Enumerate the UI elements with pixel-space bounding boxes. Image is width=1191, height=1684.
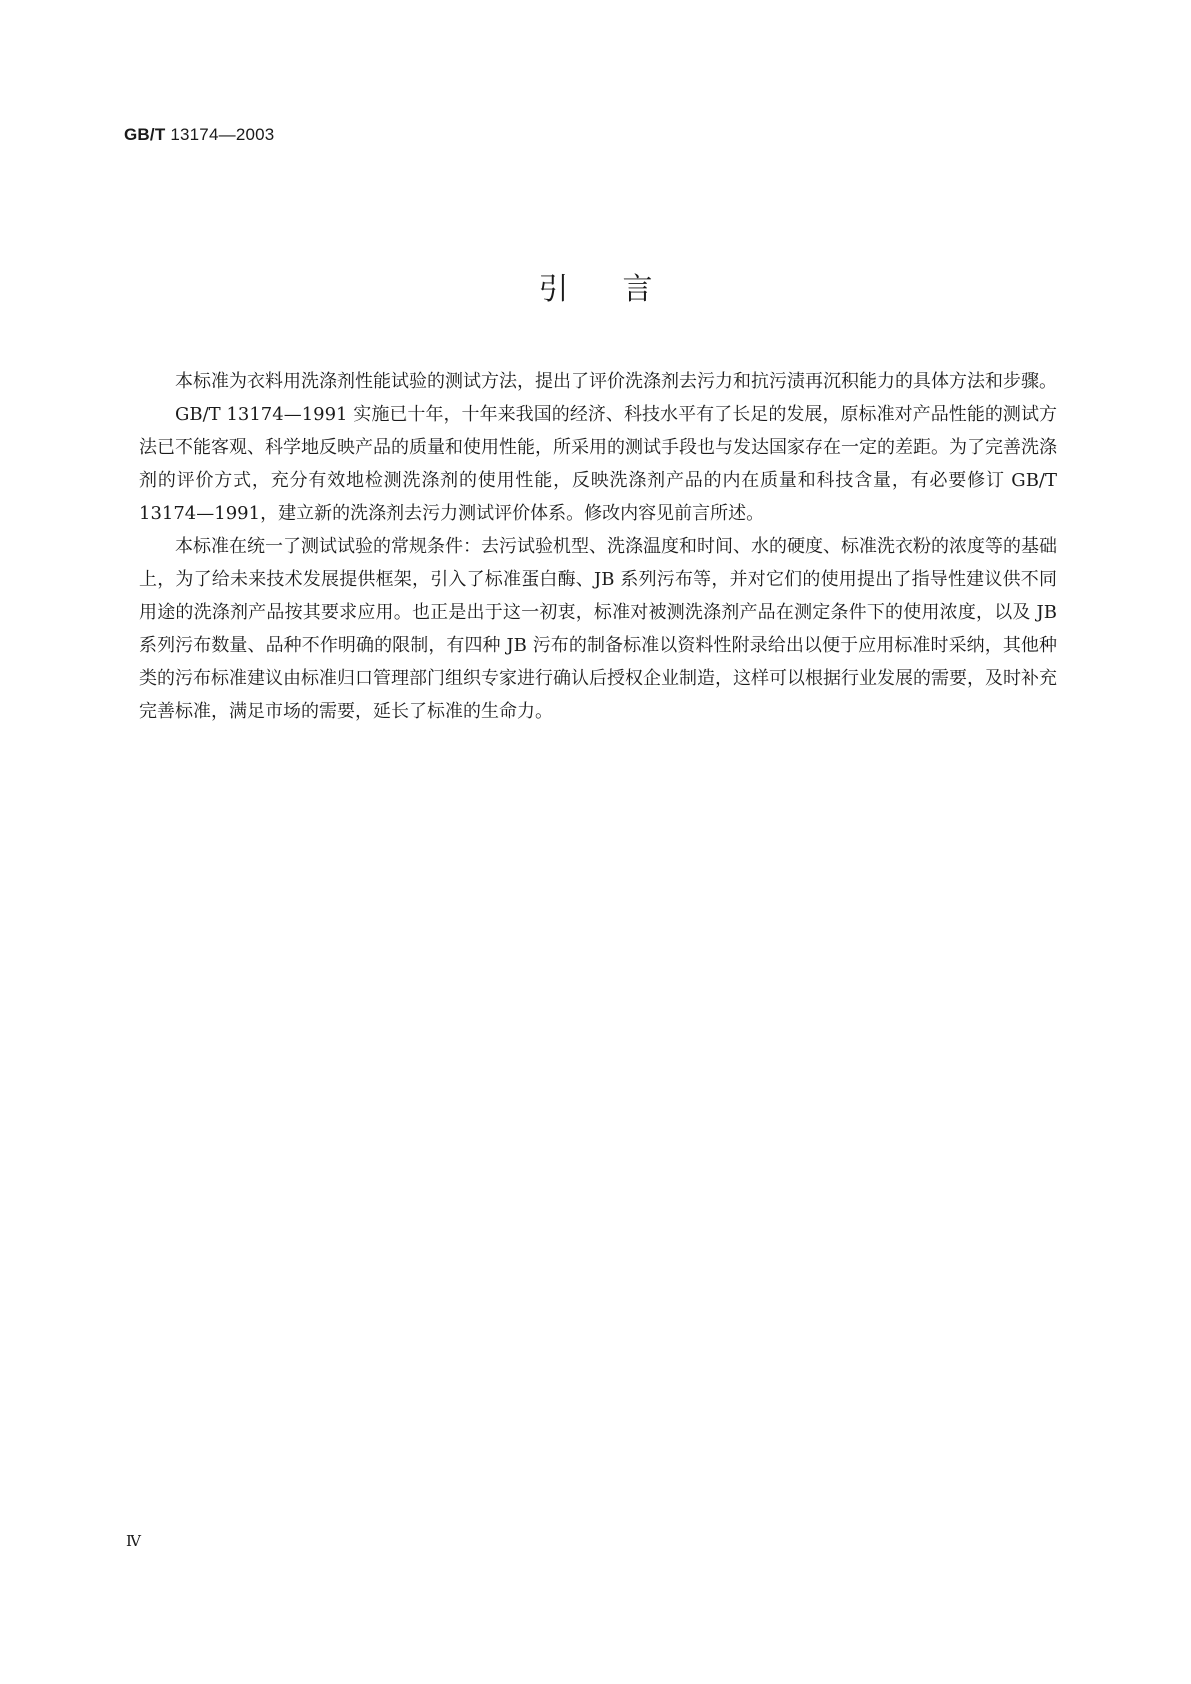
standard-prefix: GB/T	[124, 125, 166, 144]
paragraph-purpose: 本标准为衣料用洗涤剂性能试验的测试方法，提出了评价洗涤剂去污力和抗污渍再沉积能力的具体方法和步骤。	[175, 371, 1057, 392]
page-title: 引言	[538, 272, 707, 307]
standard-code-header	[124, 125, 274, 145]
paragraph-scope: 本标准在统一了测试试验的常规条件：去污试验机型、洗涤温度和时间、水的硬度、标准洗衣粉的浓度等的基础上，为了给未来技术发展提供框架，引入了标准蛋白酶、JB 系列污布等，并对它们的使用提出了指导性建议供不同用途的洗涤剂产品按其要求应用。也正是出于这一初衷，标准对被测洗涤剂产品在测定条件下的使用浓度，以及 JB 系列污布数量、品种不作明确的限制，有四种 JB 污布的制备标准以资料性附录给出以便于应用标准时采纳，其他种类的污布标准建议由标准归口管理部门组织专家进行确认后授权企业制造，这样可以根据行业发展的需要，及时补充完善标准，满足市场的需要，延长了标准的生命力。	[139, 536, 1057, 722]
paragraph-revision-reason: GB/T 13174—1991 实施已十年，十年来我国的经济、科技水平有了长足的发展，原标准对产品性能的测试方法已不能客观、科学地反映产品的质量和使用性能，所采用的测试手段也与发达国家存在一定的差距。为了完善洗涤剂的评价方式，充分有效地检测洗涤剂的使用性能，反映洗涤剂产品的内在质量和科技含量，有必要修订 GB/T 13174—1991，建立新的洗涤剂去污力测试评价体系。修改内容见前言所述。	[139, 404, 1057, 524]
page-number: Ⅳ	[126, 1532, 141, 1550]
standard-number: 13174—2003	[165, 125, 275, 144]
introduction-body	[139, 365, 1057, 728]
